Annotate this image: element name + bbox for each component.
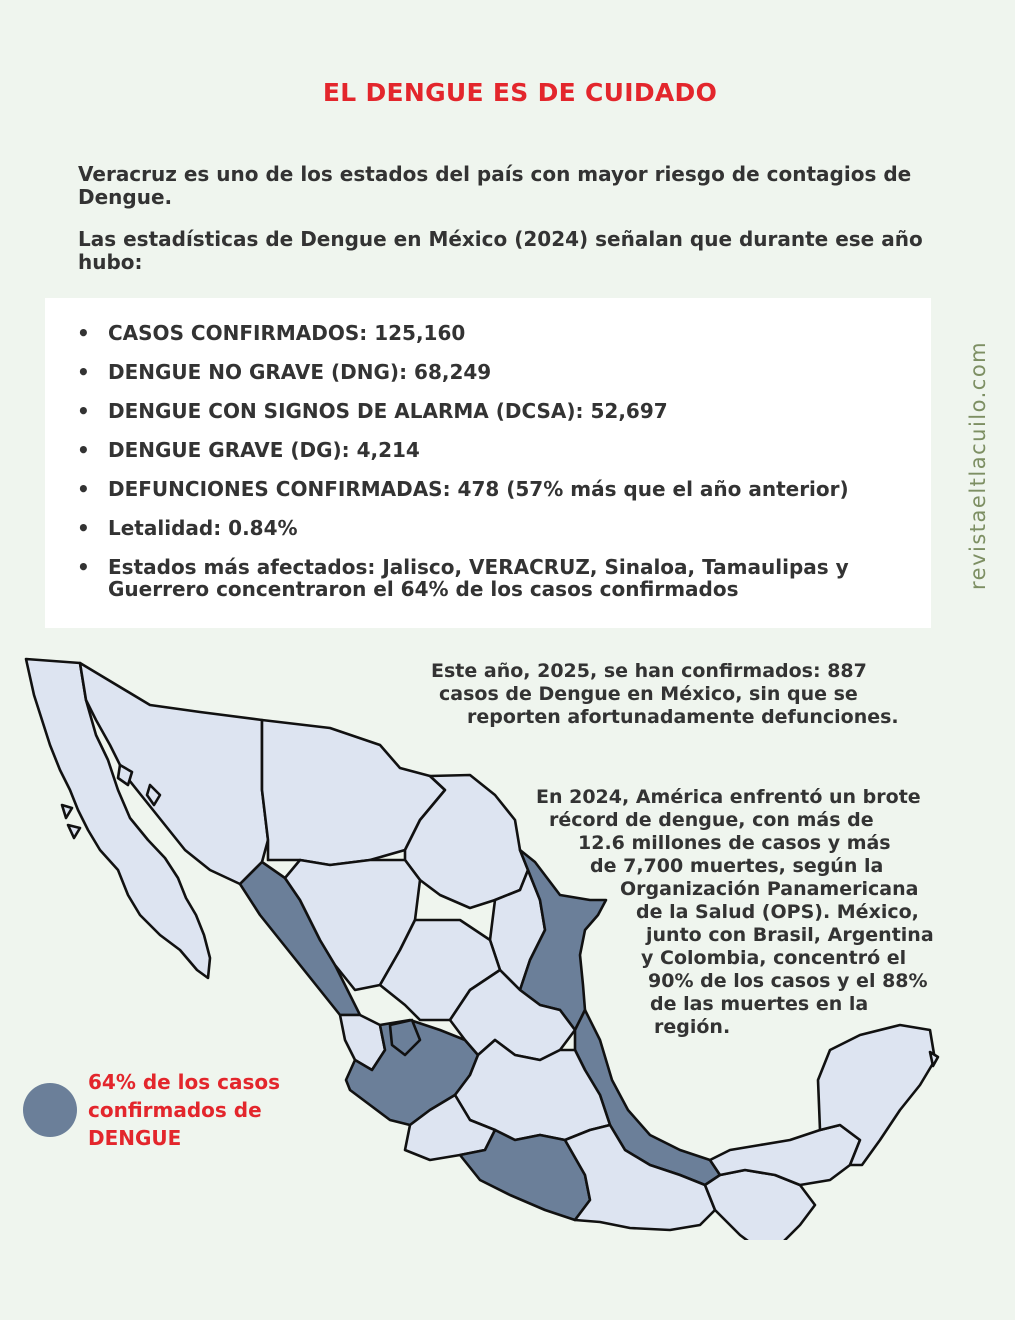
page-title: EL DENGUE ES DE CUIDADO <box>322 78 718 107</box>
legend-label: 64% de los casos confirmados de DENGUE <box>88 1070 281 1150</box>
stat-deaths: DEFUNCIONES CONFIRMADAS: 478 (57% más que el año anterior) <box>108 477 849 501</box>
stat-dg: DENGUE GRAVE (DG): 4,214 <box>108 438 420 462</box>
legend-swatch <box>23 1083 77 1137</box>
note-america-line-2: récord de dengue, con más de <box>549 809 874 831</box>
note-america-line-11: región. <box>654 1016 731 1038</box>
bullet-icon: • <box>77 360 90 384</box>
note-america-line-6: de la Salud (OPS). México, <box>636 901 919 923</box>
list-item <box>45 556 931 600</box>
note-2025-line-3: reporten afortunadamente defunciones. <box>467 706 899 728</box>
map-island <box>68 825 80 838</box>
watermark-url: revistaeltlacuilo.com <box>966 340 990 590</box>
stat-confirmed-cases: CASOS CONFIRMADOS: 125,160 <box>108 321 466 345</box>
bullet-icon: • <box>77 321 90 345</box>
bullet-icon: • <box>77 516 90 540</box>
list-item <box>45 517 931 539</box>
stat-dng: DENGUE NO GRAVE (DNG): 68,249 <box>108 360 492 384</box>
list-item <box>45 322 931 344</box>
bullet-icon: • <box>77 555 90 579</box>
bullet-icon: • <box>77 399 90 423</box>
stats-list <box>45 322 931 617</box>
list-item <box>45 361 931 383</box>
note-america-line-10: de las muertes en la <box>650 993 869 1015</box>
stat-lethality: Letalidad: 0.84% <box>108 516 298 540</box>
note-america-line-1: En 2024, América enfrentó un brote <box>536 786 921 808</box>
list-item <box>45 400 931 422</box>
note-america-line-7: junto con Brasil, Argentina <box>646 924 934 946</box>
intro-paragraph-risk: Veracruz es uno de los estados del país con mayor riesgo de contagios de Dengue. <box>78 162 912 209</box>
stat-dcsa: DENGUE CON SIGNOS DE ALARMA (DCSA): 52,697 <box>108 399 668 423</box>
bullet-icon: • <box>77 438 90 462</box>
note-2025-line-1: Este año, 2025, se han confirmados: 887 <box>431 660 867 682</box>
list-item <box>45 439 931 461</box>
bullet-icon: • <box>77 477 90 501</box>
list-item <box>45 478 931 500</box>
note-america-line-3: 12.6 millones de casos y más <box>578 832 891 854</box>
note-america-line-8: y Colombia, concentró el <box>641 947 907 969</box>
note-america-line-9: 90% de los casos y el 88% <box>648 970 928 992</box>
note-2025-line-2: casos de Dengue en México, sin que se <box>439 683 858 705</box>
note-america-line-5: Organización Panamericana <box>620 878 919 900</box>
intro-paragraph-stats: Las estadísticas de Dengue en México (2024) señalan que durante ese año hubo: <box>78 227 923 274</box>
map-island <box>62 805 72 818</box>
stats-panel <box>45 298 931 628</box>
stat-most-affected: Estados más afectados: Jalisco, VERACRUZ, Sinaloa, Tamaulipas y Guerrero concentraron el 64% de los casos confirmados <box>108 555 849 601</box>
note-america-line-4: de 7,700 muertes, según la <box>590 855 884 877</box>
